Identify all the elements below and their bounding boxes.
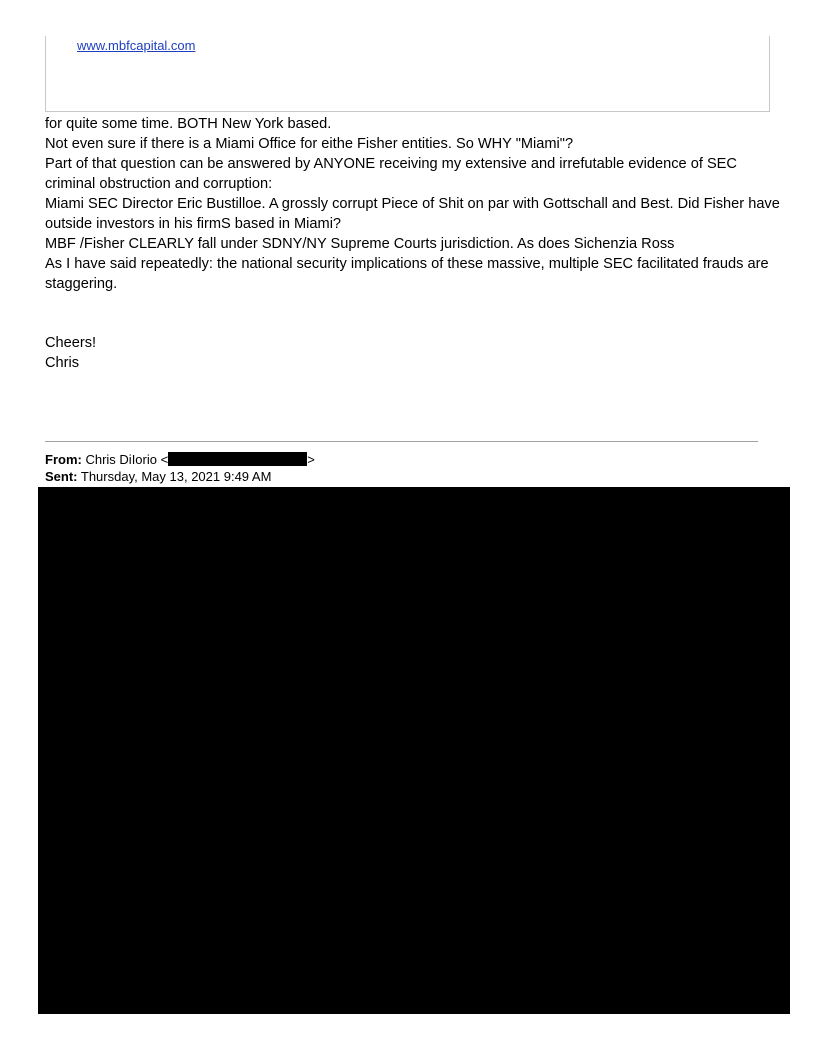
from-label: From: [45,452,82,467]
forwarded-header [45,451,315,485]
sent-label: Sent: [45,469,78,484]
signoff-greeting: Cheers! [45,335,97,351]
email-body [45,114,780,294]
body-line: As I have said repeatedly: the national security implications of these massive, multiple SEC facilitated frauds are staggering. [45,256,769,292]
body-line: MBF /Fisher CLEARLY fall under SDNY/NY Supreme Courts jurisdiction. As does Sichenzia Ross [45,236,675,252]
sent-value: Thursday, May 13, 2021 9:49 AM [80,469,272,484]
body-line: Miami SEC Director Eric Bustilloe. A grossly corrupt Piece of Shit on par with Gottschall and Best. Did Fisher have outside investors in his firmS based in Miami? [45,196,780,232]
quoted-message-box [45,36,770,112]
mbfcapital-link[interactable]: www.mbfcapital.com [77,38,196,53]
from-name: Chris DiIorio < [85,452,169,467]
signoff-name: Chris [45,355,80,371]
redacted-content-block [38,487,790,1014]
from-line [45,451,315,468]
sent-line [45,468,315,485]
body-line: Not even sure if there is a Miami Office for eithe Fisher entities. So WHY "Miami"? [45,136,574,152]
message-separator [45,441,758,442]
redacted-email [168,452,307,466]
body-line: Part of that question can be answered by ANYONE receiving my extensive and irrefutable evidence of SEC criminal obstruction and corruption: [45,156,737,192]
from-close: > [307,452,315,467]
body-line: for quite some time. BOTH New York based. [45,116,332,132]
signoff [45,333,96,373]
